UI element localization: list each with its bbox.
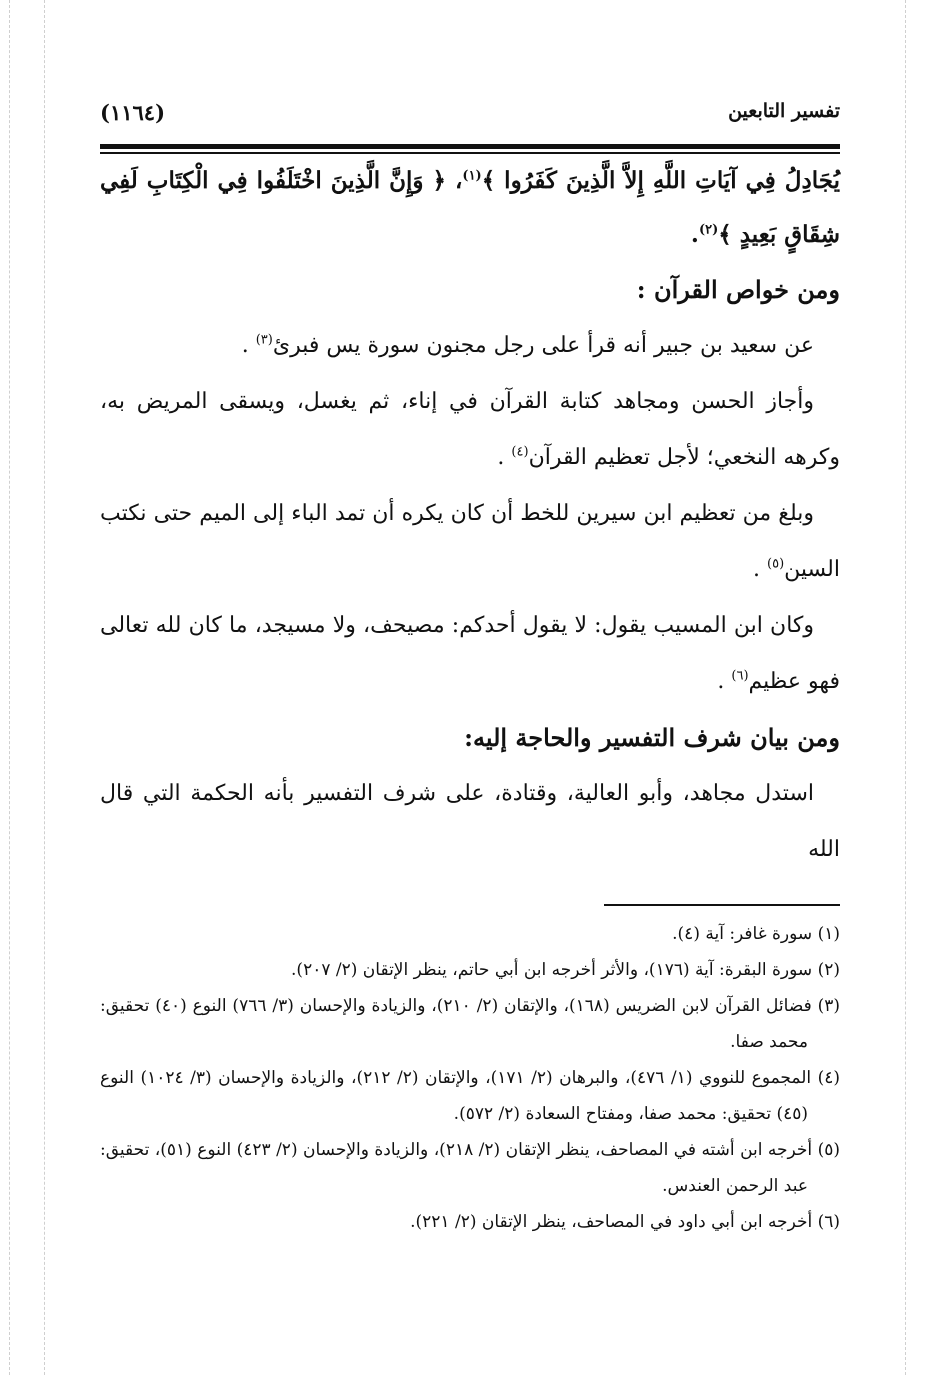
paragraph: وبلغ من تعظيم ابن سيرين للخط أن كان يكره أن تمد الباء إلى الميم حتى نكتب السين$^{(٥)}$ . [100, 501, 840, 582]
scan-edge [44, 0, 45, 1375]
scan-edge [905, 0, 906, 1375]
footnote-ref: (٤) [511, 444, 529, 460]
footnote: (٥) أخرجه ابن أشته في المصاحف، ينظر الإتقان (٢/ ٢١٨)، والزيادة والإحسان (٢/ ٤٢٣) النوع (٥١)، تحقيق: عبد الرحمن العندس. [100, 1140, 840, 1196]
footnote: (١) سورة غافر: آية (٤). [672, 924, 840, 944]
footnote: (٦) أخرجه ابن أبي داود في المصاحف، ينظر الإتقان (٢/ ٢٢١). [410, 1212, 840, 1232]
section-heading: ومن بيان شرف التفسير والحاجة إليه: [464, 723, 840, 752]
book-page [100, 100, 840, 1240]
quran-verse: يُجَادِلُ فِي آيَاتِ اللَّهِ إِلاَّ الَّذِينَ كَفَرُوا ﴾$^{(١)}$، ﴿ وَإِنَّ الَّذِينَ اخْتَلَفُوا فِي الْكِتَابِ لَفِي شِقَاقٍ بَعِيدٍ ﴾$^{(٢)}$. [100, 167, 840, 248]
paragraph: وأجاز الحسن ومجاهد كتابة القرآن في إناء، ثم يغسل، ويسقى المريض به، وكرهه النخعي؛ لأجل تعظيم القرآن$^{(٤)}$ . [100, 389, 840, 470]
paragraph: عن سعيد بن جبير أنه قرأ على رجل مجنون سورة يس فبرئ$^{(٣)}$ . [241, 332, 814, 358]
footnote-ref: (٢) [698, 222, 719, 238]
header-title: تفسير التابعين [728, 100, 840, 122]
scan-edge [9, 0, 10, 1375]
paragraph: استدل مجاهد، وأبو العالية، وقتادة، على شرف التفسير بأنه الحكمة التي قال الله [100, 781, 840, 862]
page-number: (١١٦٤) [100, 100, 165, 125]
main-text [100, 154, 840, 878]
footnote: (٣) فضائل القرآن لابن الضريس (١٦٨)، والإتقان (٢/ ٢١٠)، والزيادة والإحسان (٣/ ٧٦٦) النوع (٤٠) تحقيق: محمد صفا. [100, 996, 840, 1052]
footnote: (٢) سورة البقرة: آية (١٧٦)، والأثر أخرجه ابن أبي حاتم، ينظر الإتقان (٢/ ٢٠٧). [291, 960, 840, 980]
footnote-ref: (٣) [255, 332, 273, 348]
footnote-ref: (٥) [767, 556, 785, 572]
paragraph: وكان ابن المسيب يقول: لا يقول أحدكم: مصيحف، ولا مسيجد، ما كان لله تعالى فهو عظيم$^{(٦)}$ . [100, 613, 840, 694]
running-header [100, 100, 840, 136]
header-rule [100, 144, 840, 149]
section-heading: ومن خواص القرآن : [636, 275, 840, 304]
footnote: (٤) المجموع للنووي (١/ ٤٧٦)، والبرهان (٢/ ١٧١)، والإتقان (٢/ ٢١٢)، والزيادة والإحسان (٣/ ١٠٢٤) النوع (٤٥) تحقيق: محمد صفا، ومفتاح السعادة (٢/ ٥٧٢). [100, 1068, 841, 1124]
footnote-ref: (٦) [731, 668, 749, 684]
footnote-separator [604, 904, 840, 906]
footnotes [100, 916, 840, 1240]
footnote-ref: (١) [462, 168, 482, 184]
